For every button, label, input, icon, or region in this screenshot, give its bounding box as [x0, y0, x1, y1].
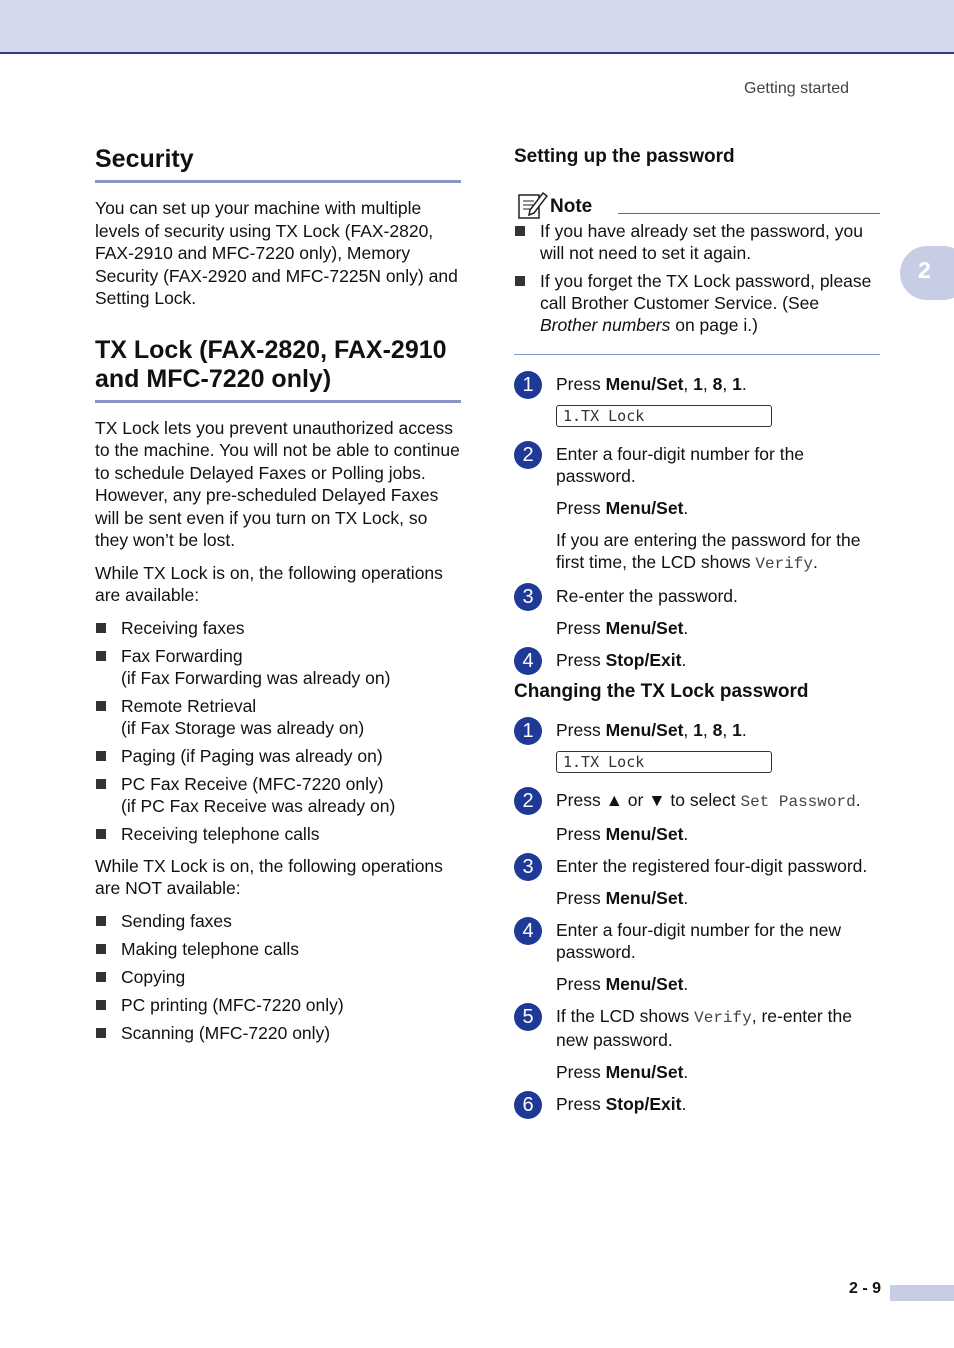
- list-item: Making telephone calls: [95, 938, 461, 960]
- heading-rule: [95, 400, 461, 403]
- footer-bar: [890, 1285, 954, 1301]
- change-step: [514, 855, 880, 909]
- available-list: [95, 617, 461, 845]
- step-number-badge: 5: [514, 1003, 542, 1031]
- list-item: Receiving faxes: [95, 617, 461, 639]
- heading-rule: [95, 180, 461, 183]
- note-list: [514, 220, 880, 355]
- step-press: Press Menu/Set.: [556, 618, 689, 638]
- step-text: Enter a four-digit number for the password.: [556, 444, 805, 486]
- running-head: Getting started: [744, 80, 849, 97]
- step-info: If you are entering the password for the first time, the LCD shows Verify.: [556, 530, 861, 573]
- note-pencil-icon: [516, 190, 548, 220]
- list-item: Remote Retrieval (if Fax Storage was already on): [95, 695, 461, 739]
- step-number-badge: 1: [514, 371, 542, 399]
- step-press: Press Menu/Set.: [556, 1062, 689, 1082]
- step-text: Enter the registered four-digit password.: [556, 856, 868, 876]
- list-item: PC printing (MFC-7220 only): [95, 994, 461, 1016]
- step-text: Enter a four-digit number for the new password.: [556, 920, 842, 962]
- available-intro: While TX Lock is on, the following operations are available:: [95, 562, 443, 605]
- note-item: If you forget the TX Lock password, please call Brother Customer Service. (See Brother numbers on page i.): [514, 270, 880, 336]
- security-intro: You can set up your machine with multiple levels of security using TX Lock (FAX-2820, FAX-2910 and MFC-7220 only), Memory Security (FAX-2920 and MFC-7225N only) and Setting Lock.: [95, 198, 458, 308]
- note-header: [514, 190, 880, 220]
- step-text: Re-enter the password.: [556, 586, 738, 606]
- setup-step: [514, 649, 880, 671]
- step-press: Press Menu/Set.: [556, 888, 689, 908]
- step-press: Press Menu/Set.: [556, 498, 689, 518]
- step-press: Press Stop/Exit.: [556, 1094, 687, 1114]
- step-text: Press ▲ or ▼ to select Set Password.: [556, 790, 861, 811]
- left-column: [95, 144, 461, 1054]
- step-number-badge: 2: [514, 787, 542, 815]
- change-password-heading: Changing the TX Lock password: [514, 681, 809, 702]
- list-item: Receiving telephone calls: [95, 823, 461, 845]
- setup-step: [514, 373, 880, 427]
- change-step: [514, 1093, 880, 1115]
- step-number-badge: 2: [514, 441, 542, 469]
- change-step: [514, 719, 880, 773]
- down-arrow-icon: ▼: [648, 790, 666, 810]
- chapter-number: 2: [918, 257, 931, 283]
- note-title: Note: [550, 196, 593, 217]
- note-item: If you have already set the password, you will not need to set it again.: [514, 220, 880, 264]
- up-arrow-icon: ▲: [605, 790, 623, 810]
- chapter-tab: [900, 246, 954, 300]
- security-heading: Security: [95, 145, 194, 173]
- setup-password-heading: Setting up the password: [514, 146, 735, 167]
- not-available-list: [95, 910, 461, 1044]
- top-header-bar: [0, 0, 954, 54]
- right-column: [514, 144, 880, 1125]
- note-rule: [618, 213, 880, 214]
- list-item: PC Fax Receive (MFC-7220 only) (if PC Fax Receive was already on): [95, 773, 461, 817]
- change-step: [514, 789, 880, 845]
- step-text: Press Menu/Set, 1, 8, 1.: [556, 720, 747, 740]
- list-item: Copying: [95, 966, 461, 988]
- list-item: Paging (if Paging was already on): [95, 745, 461, 767]
- step-number-badge: 6: [514, 1091, 542, 1119]
- change-step: [514, 1005, 880, 1083]
- step-press: Press Menu/Set.: [556, 974, 689, 994]
- step-number-badge: 3: [514, 853, 542, 881]
- not-available-intro: While TX Lock is on, the following operations are NOT available:: [95, 855, 443, 898]
- lcd-display: 1.TX Lock: [556, 751, 772, 773]
- list-item: Fax Forwarding (if Fax Forwarding was already on): [95, 645, 461, 689]
- step-text: If the LCD shows Verify, re-enter the new password.: [556, 1006, 852, 1050]
- step-number-badge: 4: [514, 917, 542, 945]
- txlock-intro: TX Lock lets you prevent unauthorized access to the machine. You will not be able to continue to schedule Delayed Faxes or Polling jobs. However, any pre-scheduled Delayed Faxes will be sent even if you turn on TX Lock, so they won’t be lost.: [95, 417, 460, 550]
- step-text: Press Menu/Set, 1, 8, 1.: [556, 374, 747, 394]
- list-item: Scanning (MFC-7220 only): [95, 1022, 461, 1044]
- step-number-badge: 3: [514, 583, 542, 611]
- change-step: [514, 919, 880, 995]
- list-item: Sending faxes: [95, 910, 461, 932]
- step-press: Press Stop/Exit.: [556, 650, 687, 670]
- setup-step: [514, 443, 880, 575]
- step-press: Press Menu/Set.: [556, 824, 689, 844]
- page-number: 2 - 9: [848, 1280, 881, 1297]
- setup-step: [514, 585, 880, 639]
- lcd-display: 1.TX Lock: [556, 405, 772, 427]
- step-number-badge: 1: [514, 717, 542, 745]
- step-number-badge: 4: [514, 647, 542, 675]
- txlock-heading: TX Lock (FAX-2820, FAX-2910 and MFC-7220 only): [95, 335, 447, 393]
